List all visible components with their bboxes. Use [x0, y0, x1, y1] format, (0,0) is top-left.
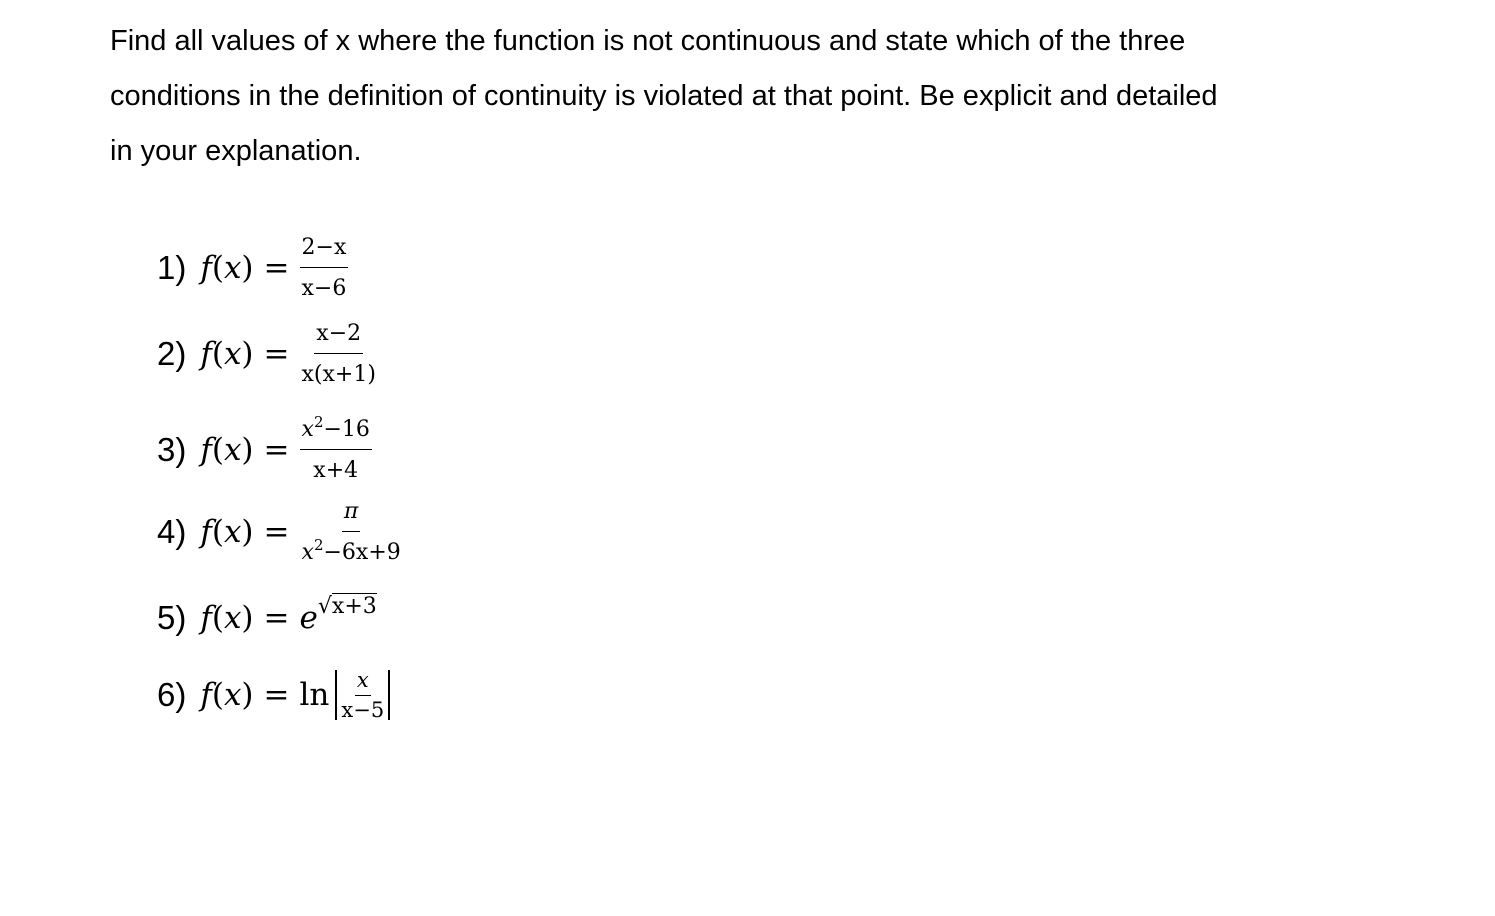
numerator: x−2 — [314, 320, 363, 354]
numerator: 2−x — [300, 234, 349, 268]
function-lhs: f(x) — [200, 677, 254, 713]
equals-sign: = — [263, 432, 290, 468]
problem-number: 3) — [157, 431, 187, 468]
radical-sign: √ — [317, 593, 332, 619]
radicand: x+3 — [331, 593, 377, 619]
denominator: x+4 — [313, 457, 359, 483]
problem-2 — [157, 314, 378, 394]
equals-sign: = — [263, 677, 290, 713]
denominator: x−5 — [341, 698, 385, 722]
function-lhs: f(x) — [200, 600, 254, 636]
equals-sign: = — [263, 250, 290, 286]
denominator: $x^2-6x+9$ — [301, 535, 401, 565]
numerator: $x^2-16$ — [300, 416, 372, 450]
fraction — [300, 320, 378, 389]
numerator: x — [355, 668, 371, 696]
function-lhs: f(x) — [200, 432, 254, 468]
problem-4 — [157, 492, 403, 572]
fraction — [339, 668, 386, 722]
instructions-line-2: conditions in the definition of continuity is violated at that point. Be explicit and detailed — [110, 80, 1218, 112]
ln-function: ln — [299, 677, 330, 713]
exponential-base: e — [299, 600, 318, 636]
problem-number: 5) — [157, 599, 187, 636]
function-lhs: f(x) — [200, 336, 254, 372]
problem-number: 2) — [157, 335, 187, 372]
numerator: π — [342, 498, 360, 532]
instructions-line-3: in your explanation. — [110, 135, 362, 167]
problem-1 — [157, 228, 348, 308]
denominator: x(x+1) — [301, 361, 376, 387]
equals-sign: = — [263, 600, 290, 636]
absolute-value — [335, 670, 390, 720]
denominator: x−6 — [301, 275, 347, 301]
problem-6 — [157, 655, 390, 735]
problem-number: 1) — [157, 249, 187, 286]
fraction — [300, 412, 372, 485]
fraction — [300, 498, 403, 567]
problem-3 — [157, 410, 372, 490]
instructions-paragraph — [110, 14, 1410, 179]
instructions-line-1: Find all values of x where the function is not continuous and state which of the three — [110, 25, 1186, 57]
equals-sign: = — [263, 336, 290, 372]
exponent — [318, 594, 377, 619]
function-lhs: f(x) — [200, 250, 254, 286]
problem-5 — [157, 578, 377, 658]
problem-number: 4) — [157, 513, 187, 550]
equals-sign: = — [263, 514, 290, 550]
function-lhs: f(x) — [200, 514, 254, 550]
problem-number: 6) — [157, 676, 187, 713]
fraction — [300, 234, 349, 303]
